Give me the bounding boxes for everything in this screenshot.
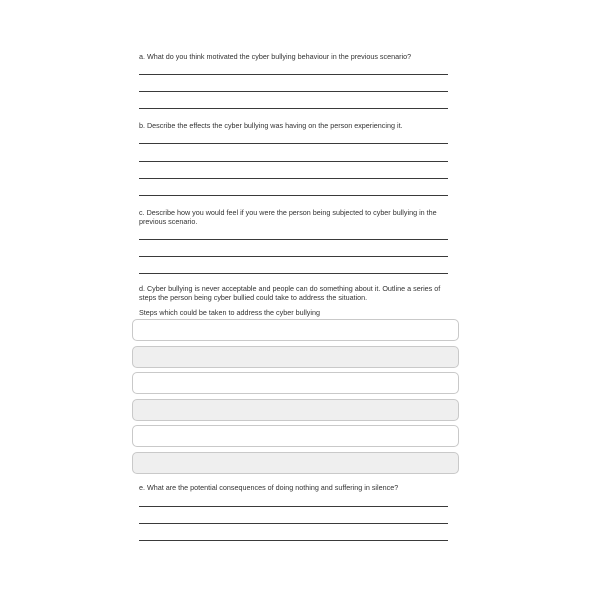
answer-line[interactable] bbox=[139, 143, 448, 144]
question-a: a. What do you think motivated the cyber bullying behaviour in the previous scenario? bbox=[139, 52, 412, 61]
question-d: d. Cyber bullying is never acceptable and people can do something about it. Outline a series of steps the person being cyber bullied could take to address the situation. bbox=[139, 284, 441, 302]
answer-line[interactable] bbox=[139, 91, 448, 92]
step-box-3[interactable] bbox=[132, 372, 459, 394]
steps-label: Steps which could be taken to address the cyber bullying bbox=[139, 308, 320, 317]
answer-line[interactable] bbox=[139, 523, 448, 524]
step-box-5[interactable] bbox=[132, 425, 459, 447]
question-b: b. Describe the effects the cyber bullying was having on the person experiencing it. bbox=[139, 121, 403, 130]
answer-line[interactable] bbox=[139, 239, 448, 240]
question-e: e. What are the potential consequences of doing nothing and suffering in silence? bbox=[139, 483, 399, 492]
step-box-2[interactable] bbox=[132, 346, 459, 368]
question-c: c. Describe how you would feel if you were the person being subjected to cyber bullying in the previous scenario. bbox=[139, 208, 437, 226]
step-box-1[interactable] bbox=[132, 319, 459, 341]
answer-line[interactable] bbox=[139, 108, 448, 109]
step-box-4[interactable] bbox=[132, 399, 459, 421]
answer-line[interactable] bbox=[139, 161, 448, 162]
answer-line[interactable] bbox=[139, 273, 448, 274]
answer-line[interactable] bbox=[139, 540, 448, 541]
answer-line[interactable] bbox=[139, 506, 448, 507]
step-box-6[interactable] bbox=[132, 452, 459, 474]
answer-line[interactable] bbox=[139, 195, 448, 196]
answer-line[interactable] bbox=[139, 178, 448, 179]
answer-line[interactable] bbox=[139, 256, 448, 257]
answer-line[interactable] bbox=[139, 74, 448, 75]
